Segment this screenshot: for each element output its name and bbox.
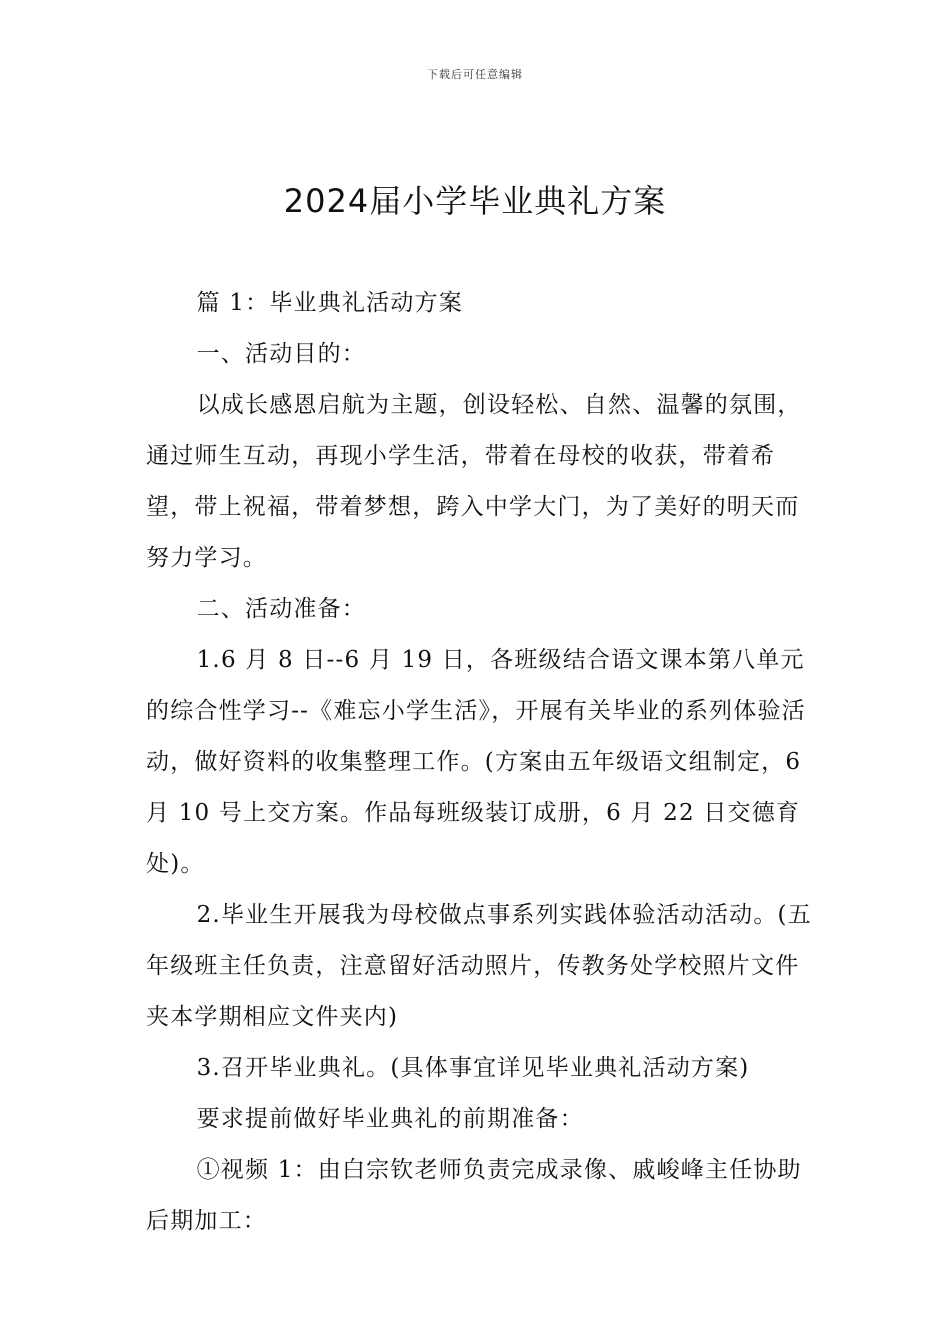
paragraph: 要求提前做好毕业典礼的前期准备： [196, 1106, 584, 1132]
paragraph: 3.召开毕业典礼。(具体事宜详见毕业典礼活动方案) [196, 1055, 750, 1081]
paragraph: 以成长感恩启航为主题，创设轻松、自然、温馨的氛围，通过师生互动，再现小学生活，带着在母校的收获，带着希望，带上祝福，带着梦想，跨入中学大门，为了美好的明天而努力学习。 [146, 392, 802, 571]
header-note: 下载后可任意编辑 [427, 68, 523, 81]
paragraph: 1.6 月 8 日--6 月 19 日，各班级结合语文课本第八单元的综合性学习--《难忘小学生活》，开展有关毕业的系列体验活动，做好资料的收集整理工作。(方案由五年级语文组制定，6 月 10 号上交方案。作品每班级装订成册，6 月 22 日交德育处)。 [146, 647, 806, 877]
section-heading: 篇 1：毕业典礼活动方案 [196, 290, 463, 316]
document-title: 2024届小学毕业典礼方案 [283, 182, 667, 220]
subsection-heading: 一、活动目的： [196, 341, 366, 367]
subsection-heading: 二、活动准备： [196, 596, 366, 622]
document-body [146, 278, 814, 1247]
paragraph: ①视频 1：由白宗钦老师负责完成录像、戚峻峰主任协助后期加工： [146, 1157, 802, 1234]
paragraph: 2.毕业生开展我为母校做点事系列实践体验活动活动。(五年级班主任负责，注意留好活动照片，传教务处学校照片文件夹本学期相应文件夹内) [146, 902, 812, 1030]
